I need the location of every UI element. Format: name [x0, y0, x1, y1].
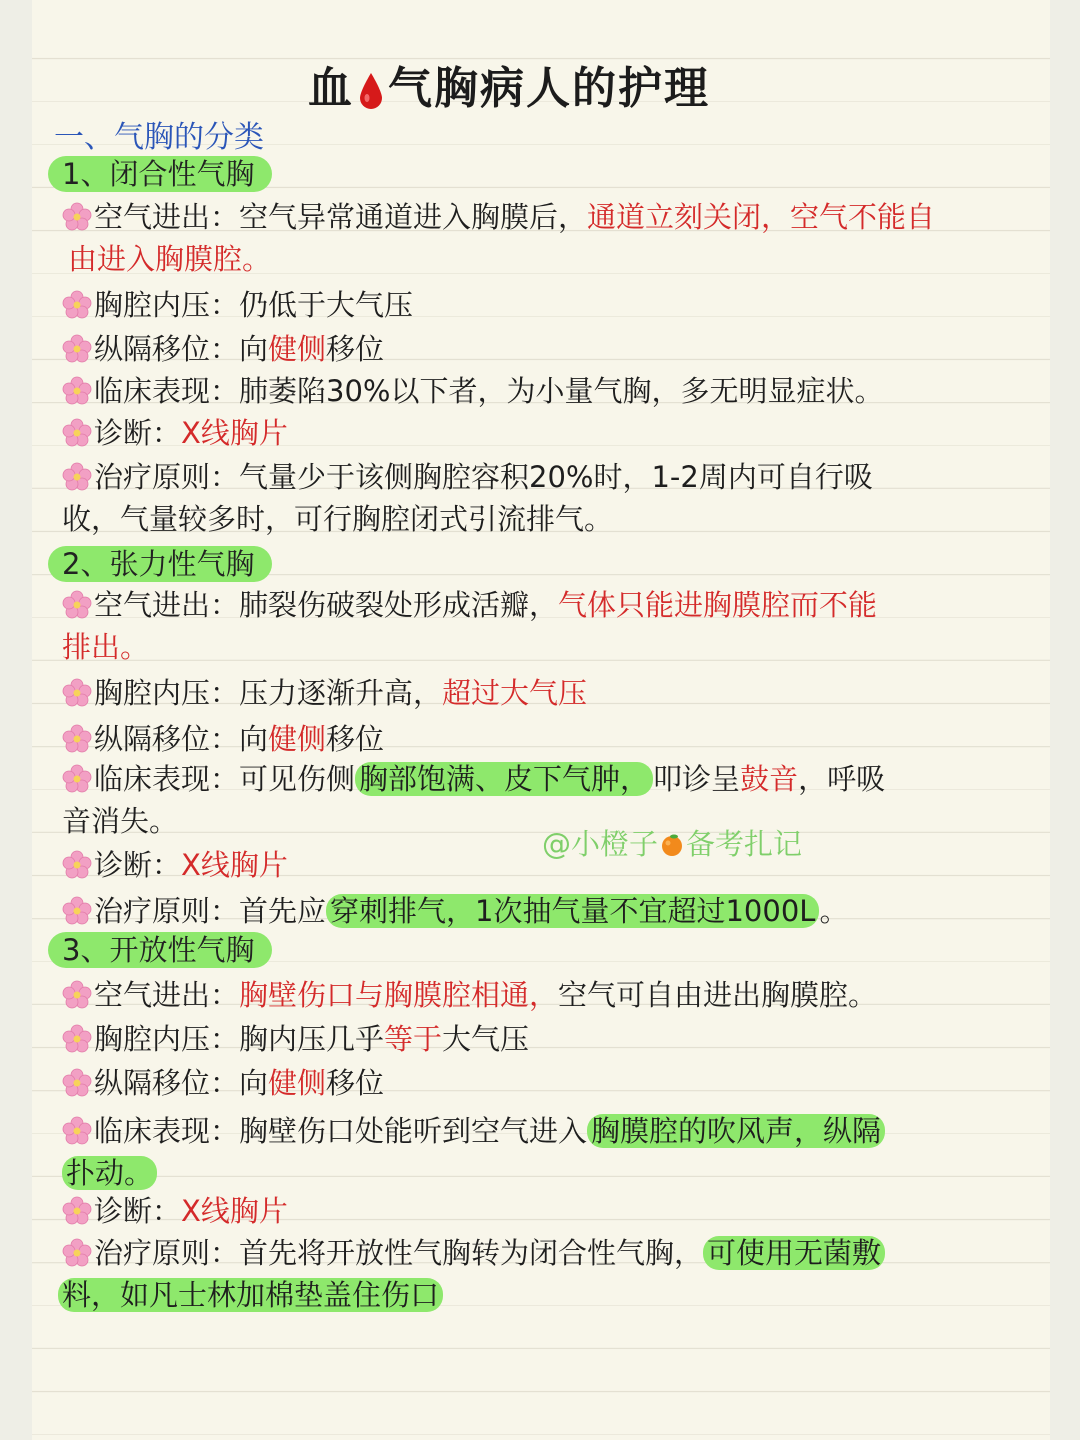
flower-icon — [62, 850, 92, 880]
s3-air-label: 空气进出： — [94, 978, 240, 1012]
s2-air-continuation: 排出。 — [62, 630, 150, 664]
s3-clinical-pre: 胸壁伤口处能听到空气进入 — [239, 1114, 588, 1148]
flower-icon — [62, 590, 92, 620]
s1-treatment-label: 治疗原则： — [94, 460, 240, 494]
s2-clinical-pre: 可见伤侧 — [239, 762, 356, 796]
flower-icon — [62, 1196, 92, 1226]
s1-pressure-line — [62, 284, 1042, 326]
s1-air-label: 空气进出： — [94, 200, 240, 234]
flower-icon — [62, 1024, 92, 1054]
flower-icon — [62, 764, 92, 794]
s2-diagnosis-red: X线胸片 — [181, 848, 288, 882]
s2-pressure-label: 胸腔内压： — [94, 676, 240, 710]
s3-shift-line — [62, 1062, 1042, 1104]
s1-shift-line — [62, 328, 1042, 370]
s3-diagnosis-red: X线胸片 — [181, 1194, 288, 1228]
flower-icon — [62, 724, 92, 754]
s3-air-line — [62, 974, 1042, 1016]
s1-pressure-text: 仍低于大气压 — [239, 288, 414, 322]
flower-icon — [62, 376, 92, 406]
s1-treatment-text: 气量少于该侧胸腔容积20%时，1-2周内可自行吸 — [239, 460, 873, 494]
s3-diagnosis-label: 诊断： — [94, 1194, 182, 1228]
s1-diagnosis-line — [62, 412, 1042, 454]
watermark-text: 备考扎记 — [686, 827, 803, 861]
s2-treatment-line — [62, 890, 1042, 932]
s3-treatment-pre: 首先将开放性气胸转为闭合性气胸， — [239, 1236, 704, 1270]
s2-shift-pre: 向 — [239, 722, 269, 756]
s2-clinical-continuation: 音消失。 — [62, 804, 179, 838]
s1-clinical-label: 临床表现： — [94, 374, 240, 408]
s2-clinical-label: 临床表现： — [94, 762, 240, 796]
s2-pressure-red: 超过大气压 — [442, 676, 588, 710]
s1-diagnosis-red: X线胸片 — [181, 416, 288, 450]
s3-treatment-continuation — [58, 1274, 443, 1316]
s2-pressure-text: 压力逐渐升高， — [239, 676, 443, 710]
s3-treatment-highlight-2: 料，如凡士林加棉垫盖住伤口 — [58, 1278, 443, 1312]
s2-clinical-mid: 叩诊呈 — [653, 762, 741, 796]
subheading-open-pneumothorax: 3、开放性气胸 — [48, 932, 272, 968]
s2-air-line — [62, 584, 1042, 626]
s1-treatment-continuation: 收，气量较多时，可行胸腔闭式引流排气。 — [62, 502, 614, 536]
s2-shift-red: 健侧 — [268, 722, 327, 756]
s2-treatment-pre: 首先应 — [239, 894, 327, 928]
title-part2: 气胸病人的护理 — [388, 63, 710, 114]
flower-icon — [62, 1238, 92, 1268]
s2-pressure-line — [62, 672, 1042, 714]
s3-pressure-pre: 胸内压几乎 — [239, 1022, 385, 1056]
s1-pressure-label: 胸腔内压： — [94, 288, 240, 322]
s2-treatment-post: 。 — [819, 894, 849, 928]
s3-treatment-label: 治疗原则： — [94, 1236, 240, 1270]
subheading-closed-pneumothorax: 1、闭合性气胸 — [48, 156, 272, 192]
s3-clinical-highlight: 胸膜腔的吹风声，纵隔 — [587, 1114, 885, 1148]
s2-shift-line — [62, 718, 1042, 760]
s2-diagnosis-line — [62, 844, 1042, 886]
s3-clinical-highlight-2: 扑动。 — [62, 1156, 157, 1190]
s1-shift-pre: 向 — [239, 332, 269, 366]
s1-clinical-line — [62, 370, 1042, 412]
s2-air-text: 肺裂伤破裂处形成活瓣， — [239, 588, 559, 622]
s3-shift-post: 移位 — [326, 1066, 385, 1100]
flower-icon — [62, 290, 92, 320]
s2-clinical-line — [62, 758, 1042, 800]
s1-air-continuation: 由进入胸膜腔。 — [68, 242, 272, 276]
s1-diagnosis-label: 诊断： — [94, 416, 182, 450]
flower-icon — [62, 462, 92, 492]
s2-shift-label: 纵隔移位： — [94, 722, 240, 756]
s2-clinical-post: ，呼吸 — [798, 762, 886, 796]
flower-icon — [62, 334, 92, 364]
s3-shift-pre: 向 — [239, 1066, 269, 1100]
s3-pressure-red: 等于 — [384, 1022, 443, 1056]
blood-drop-icon — [358, 71, 384, 111]
s3-clinical-label: 临床表现： — [94, 1114, 240, 1148]
s1-shift-red: 健侧 — [268, 332, 327, 366]
s1-air-line — [62, 196, 1042, 238]
s3-treatment-line — [62, 1232, 1042, 1274]
subheading-tension-pneumothorax: 2、张力性气胸 — [48, 546, 272, 582]
s3-clinical-line — [62, 1110, 1042, 1152]
flower-icon — [62, 1116, 92, 1146]
flower-icon — [62, 1068, 92, 1098]
s3-treatment-highlight: 可使用无菌敷 — [703, 1236, 885, 1270]
s3-shift-red: 健侧 — [268, 1066, 327, 1100]
s2-air-red: 气体只能进胸膜腔而不能 — [558, 588, 878, 622]
flower-icon — [62, 896, 92, 926]
watermark-handle: @小橙子 — [542, 827, 659, 861]
s2-treatment-highlight: 穿刺排气，1次抽气量不宜超过1000L — [326, 894, 819, 928]
s3-clinical-continuation — [62, 1152, 157, 1194]
page-title — [0, 52, 1018, 116]
s1-clinical-text: 肺萎陷30%以下者，为小量气胸，多无明显症状。 — [239, 374, 884, 408]
s3-diagnosis-line — [62, 1190, 1042, 1232]
s1-treatment-line — [62, 456, 1042, 498]
s2-diagnosis-label: 诊断： — [94, 848, 182, 882]
flower-icon — [62, 678, 92, 708]
s2-clinical-highlight: 胸部饱满、皮下气肿， — [355, 762, 653, 796]
s3-pressure-label: 胸腔内压： — [94, 1022, 240, 1056]
s3-air-red: 胸壁伤口与胸膜腔相通， — [239, 978, 559, 1012]
flower-icon — [62, 202, 92, 232]
s2-air-label: 空气进出： — [94, 588, 240, 622]
s3-pressure-post: 大气压 — [442, 1022, 530, 1056]
s1-air-text: 空气异常通道进入胸膜后， — [239, 200, 588, 234]
title-part1: 血 — [308, 63, 354, 114]
s2-clinical-red: 鼓音 — [740, 762, 799, 796]
flower-icon — [62, 418, 92, 448]
section-heading: 一、气胸的分类 — [54, 120, 264, 155]
s3-shift-label: 纵隔移位： — [94, 1066, 240, 1100]
s1-shift-label: 纵隔移位： — [94, 332, 240, 366]
s3-pressure-line — [62, 1018, 1042, 1060]
flower-icon — [62, 980, 92, 1010]
s3-air-text: 空气可自由进出胸膜腔。 — [558, 978, 878, 1012]
s2-treatment-label: 治疗原则： — [94, 894, 240, 928]
s2-shift-post: 移位 — [326, 722, 385, 756]
s1-shift-post: 移位 — [326, 332, 385, 366]
s1-air-red: 通道立刻关闭，空气不能自 — [587, 200, 936, 234]
